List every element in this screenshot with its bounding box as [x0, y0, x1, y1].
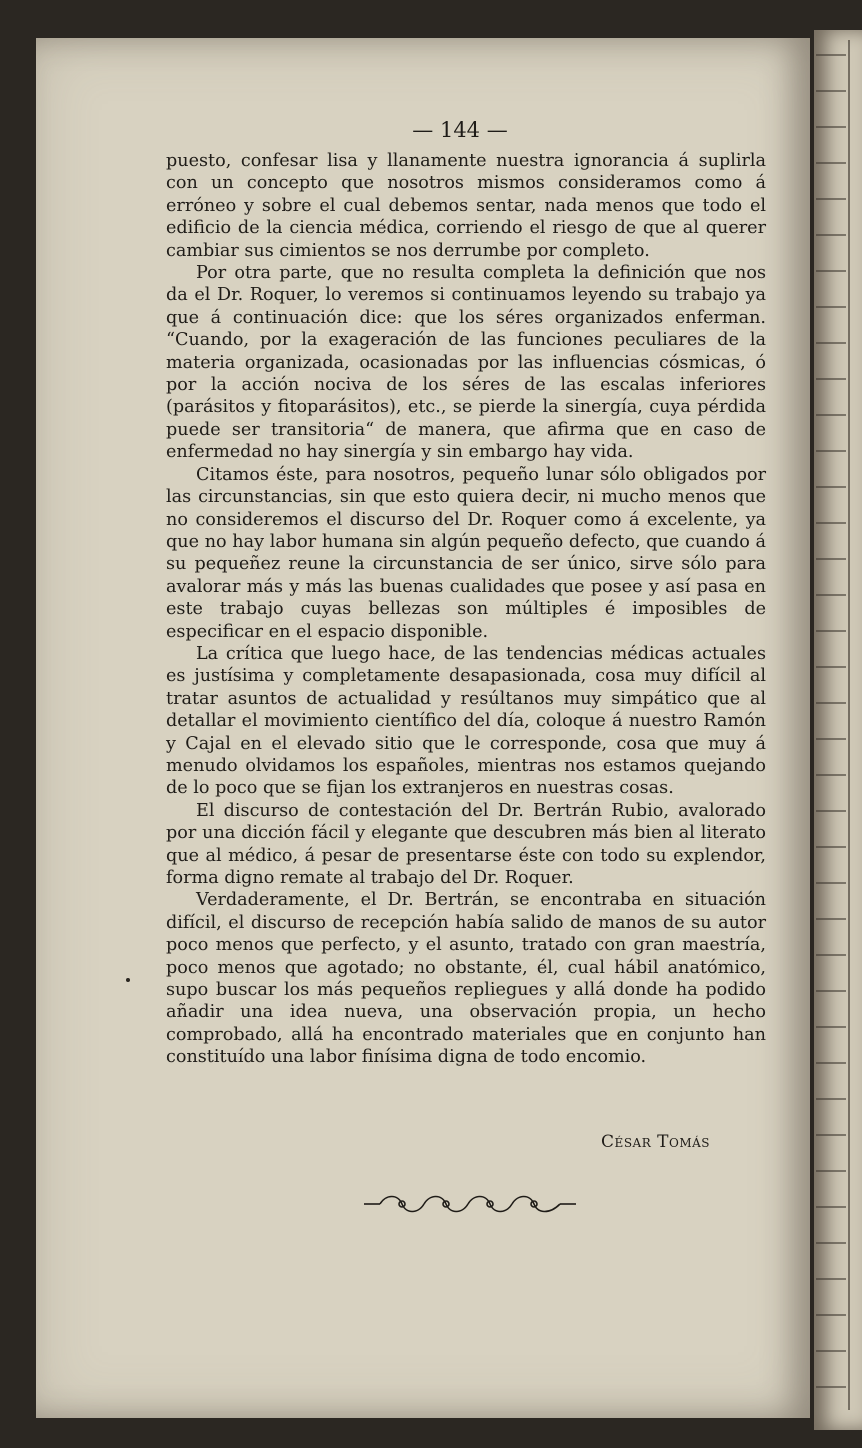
closing-ornament-icon [360, 1192, 580, 1216]
paragraph: Citamos éste, para nosotros, pequeño lunar sólo obligados por las circunstancias, sin que esto quiera decir, ni mucho menos que no consideremos el discurso del Dr. Roquer como á excelente, ya que no hay labor humana sin algún pequeño defecto, que cuando á su pequeñez reune la circunstancia de ser único, sirve sólo para avalorar más y más las buenas cualidades que posee y así pasa en este trabajo cuyas bellezas son múltiples é imposibles de especificar en el espacio disponible. [166, 464, 766, 642]
paragraph: puesto, confesar lisa y llanamente nuestra ignorancia á suplirla con un concepto que nosotros mismos consideramos como á erróneo y sobre el cual debemos sentar, nada menos que todo el edificio de la ciencia médica, corriendo el riesgo de que al querer cambiar sus cimientos se nos derrumbe por completo. [166, 151, 766, 261]
border-rule [848, 40, 850, 1410]
adjacent-page-edge [814, 30, 862, 1430]
paragraph: Verdaderamente, el Dr. Bertrán, se encontraba en situación difícil, el discurso de recepción había salido de manos de su autor poco menos que perfecto, y el asunto, tratado con gran maestría, poco menos que agotado; no obstante, él, cual hábil anatómico, supo buscar los más pequeños repliegues y allá donde ha podido añadir una idea nueva, una observación propia, un hecho comprobado, allá ha encontrado materiales que en conjunto han constituído una labor finísima digna de todo encomio. [166, 890, 766, 1068]
paragraph: La crítica que luego hace, de las tendencias médicas actuales es justísima y completamente desapasionada, cosa muy difícil al tratar asuntos de actualidad y resúltanos muy simpático que al detallar el movimiento científico del día, coloque á nuestro Ramón y Cajal en el elevado sitio que le corresponde, cosa que muy á menudo olvidamos los españoles, mientras nos estamos quejando de lo poco que se fijan los extranjeros en nuestras cosas. [166, 643, 766, 799]
paragraph: El discurso de contestación del Dr. Bertrán Rubio, avalorado por una dicción fácil y elegante que descubren más bien al literato que al médico, á pesar de presentarse éste con todo su explendor, forma digno remate al trabajo del Dr. Roquer. [166, 800, 766, 888]
author-signature: César Tomás [601, 1132, 710, 1152]
ink-speck [126, 978, 130, 982]
article-body [166, 150, 766, 1069]
page-number: — 144 — [412, 118, 508, 142]
decorative-border-strip [816, 40, 846, 1410]
paragraph: Por otra parte, que no resulta completa la definición que nos da el Dr. Roquer, lo veremos si continuamos leyendo su trabajo ya que á continuación dice: que los séres organizados enferman. “Cuando, por la exageración de las funciones peculiares de la materia organizada, ocasionadas por las influencias cósmicas, ó por la acción nociva de los séres de las escalas inferiores (parásitos y fitoparásitos), etc., se pierde la sinergía, cuya pérdida puede ser transitoria“ de manera, que afirma que en caso de enfermedad no hay sinergía y sin embargo hay vida. [166, 263, 766, 463]
